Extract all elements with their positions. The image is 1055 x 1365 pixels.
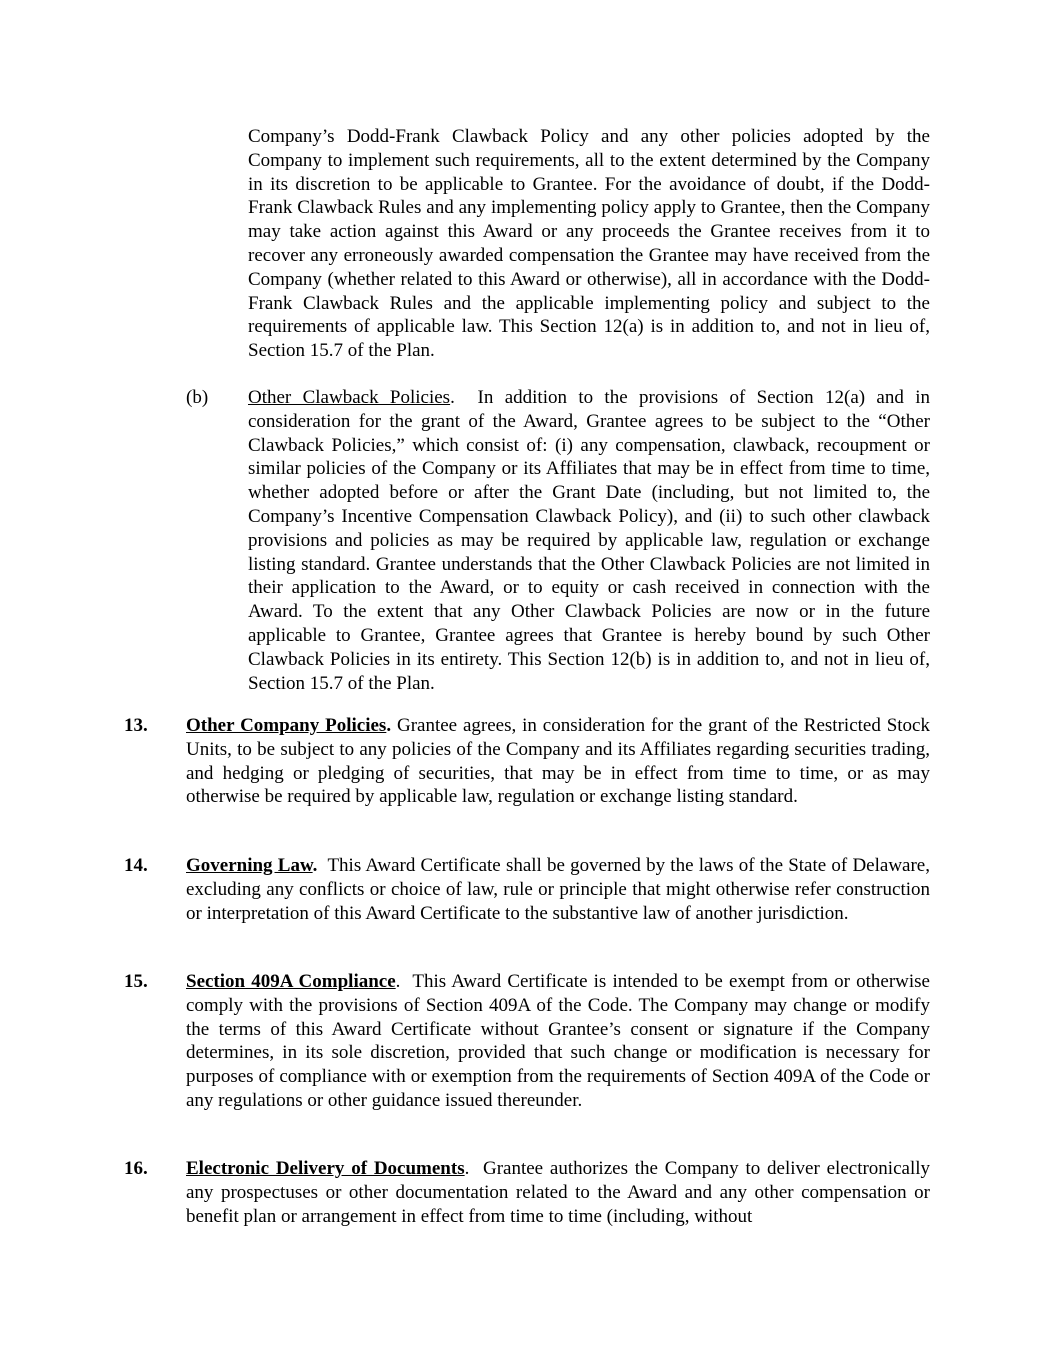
section-12a-continuation <box>248 125 930 363</box>
section-16-text: Grantee authorizes the Company to deliver electronically any prospectuses or other documentation related to the Award and any other compensation or benefit plan or arrangement in effect from time to time (including, without <box>186 1158 931 1227</box>
section-13-heading: Other Company Policies <box>186 715 387 736</box>
section-16-heading: Electronic Delivery of Documents <box>186 1158 465 1179</box>
section-15-heading-punct: . <box>395 971 401 992</box>
subsection-b-heading-punct: . <box>450 387 455 408</box>
section-15-number: 15. <box>124 971 148 992</box>
section-15-paragraph <box>186 970 930 1113</box>
section-15-text: This Award Certificate is intended to be exempt from or otherwise comply with the provisions of Section 409A of the Code. The Company may change or modify the terms of this Award Certificate without Grantee’s consent or signature if the Company determines, in its sole discretion, provided that such change or modification is necessary for purposes of compliance with or exemption from the requirements of Section 409A of the Code or any regulations or other guidance issued thereunder. <box>186 971 930 1111</box>
section-15-heading: Section 409A Compliance <box>186 971 396 992</box>
section-14-heading-punct: . <box>312 855 318 876</box>
section-13-number: 13. <box>124 715 148 736</box>
section-14-heading: Governing Law <box>186 855 313 876</box>
subsection-b-paragraph <box>248 386 930 695</box>
section-16-paragraph <box>186 1157 930 1228</box>
continuation-text: Company’s Dodd-Frank Clawback Policy and any other policies adopted by the Company to implement such requirements, all to the extent determined by the Company in its discretion to be applicable to Grantee. For the avoidance of doubt, if the Dodd-Frank Clawback Rules and any implementing policy apply to Grantee, then the Company may take action against this Award or any proceeds the Grantee receives from it to recover any erroneously awarded compensation the Grantee may have received from the Company (whether related to this Award or otherwise), all in accordance with the Dodd-Frank Clawback Rules and the applicable implementing policy and subject to the requirements of applicable law. This Section 12(a) is in addition to, and not in lieu of, Section 15.7 of the Plan. <box>248 126 930 362</box>
section-14 <box>186 854 930 925</box>
section-13-heading-punct: . <box>386 715 392 736</box>
section-14-paragraph <box>186 854 930 925</box>
section-13-paragraph <box>186 714 930 809</box>
section-16-heading-punct: . <box>464 1158 470 1179</box>
section-13-text: Grantee agrees, in consideration for the grant of the Restricted Stock Units, to be subject to any policies of the Company and its Affiliates regarding securities trading, and hedging or pledging of securities, that may be in effect from time to time, or as may otherwise be required by applicable law, regulation or exchange listing standard. <box>186 715 930 808</box>
subsection-b-heading: Other Clawback Policies <box>248 387 451 408</box>
section-16 <box>186 1157 930 1228</box>
section-14-number: 14. <box>124 855 148 876</box>
subsection-b-label: (b) <box>186 387 209 408</box>
section-15 <box>186 970 930 1113</box>
subsection-b-text: In addition to the provisions of Section 12(a) and in consideration for the grant of the Award, Grantee agrees to be subject to the “Other Clawback Policies,” which consist of: (i) any compensation, clawback, recoupment or similar policies of the Company or its Affiliates that may be in effect from time to time, whether adopted before or after the Grant Date (including, but not limited to, the Company’s Incentive Compensation Clawback Policy), and (ii) to such other clawback provisions and policies as may be required by applicable law, regulation or exchange listing standard. Grantee understands that the Other Clawback Policies are not limited in their application to the Award, or to equity or cash received in connection with the Award. To the extent that any Other Clawback Policies are now or in the future applicable to Grantee, Grantee agrees that Grantee is hereby bound by such Other Clawback Policies in its entirety. This Section 12(b) is in addition to, and not in lieu of, Section 15.7 of the Plan. <box>248 387 930 694</box>
section-13 <box>186 714 930 809</box>
section-16-number: 16. <box>124 1158 148 1179</box>
section-14-text: This Award Certificate shall be governed by the laws of the State of Delaware, excluding any conflicts or choice of law, rule or principle that might otherwise refer construction or interpretation of this Award Certificate to the substantive law of another jurisdiction. <box>186 855 930 924</box>
subsection-b <box>248 386 930 695</box>
